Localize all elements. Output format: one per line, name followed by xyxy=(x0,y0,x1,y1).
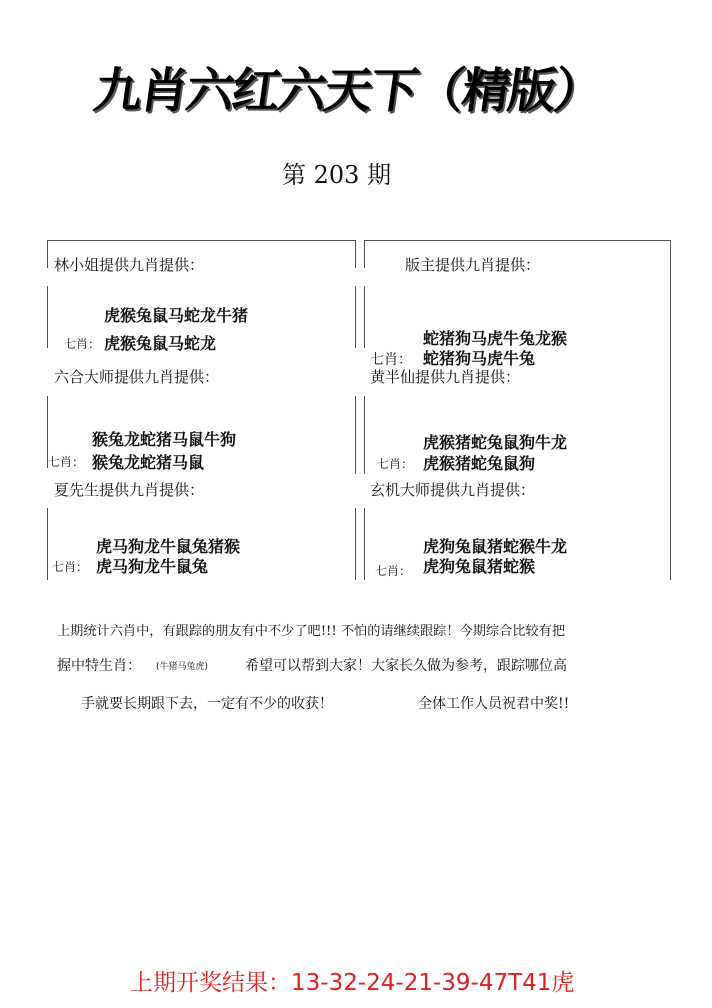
seven-label: 七肖： xyxy=(377,457,414,471)
seven-label: 七肖： xyxy=(64,337,101,351)
frame-line xyxy=(47,286,48,348)
frame-line xyxy=(355,508,356,580)
issue-number: 第 203 期 xyxy=(282,161,392,189)
nine-zodiac: 蛇猪狗马虎牛兔龙猴 xyxy=(423,329,568,348)
frame-line xyxy=(670,240,671,580)
provider-header: 六合大师提供九肖提供： xyxy=(54,368,220,386)
nine-zodiac: 虎马狗龙牛鼠兔猪猴 xyxy=(96,537,241,556)
frame-line xyxy=(355,286,356,348)
page-title: 九肖六红六天下（精版） xyxy=(90,63,605,119)
seven-label: 七肖： xyxy=(52,560,89,574)
frame-line xyxy=(47,508,48,580)
message-line-1: 上期统计六肖中，有跟踪的朋友有中不少了吧!!! 不怕的请继续跟踪！今期综合比较有把 xyxy=(57,624,566,639)
frame-line xyxy=(47,240,355,241)
seven-zodiac: 虎马狗龙牛鼠兔 xyxy=(96,557,209,576)
frame-line xyxy=(355,396,356,474)
provider-header: 黄半仙提供九肖提供： xyxy=(370,368,521,386)
frame-line xyxy=(364,286,365,348)
seven-label: 七肖： xyxy=(370,352,412,368)
last-draw-result: 上期开奖结果：13-32-24-21-39-47T41虎 xyxy=(130,970,575,996)
seven-zodiac: 虎猴兔鼠马蛇龙 xyxy=(104,334,217,353)
seven-zodiac: 虎猴猪蛇兔鼠狗 xyxy=(423,454,536,473)
special-zodiac: (牛猪马兔虎) xyxy=(156,662,209,672)
nine-zodiac: 猴兔龙蛇猪马鼠牛狗 xyxy=(92,430,237,449)
message-line-2-suffix: 希望可以帮到大家！大家长久做为参考，跟踪哪位高 xyxy=(245,658,567,674)
provider-header: 夏先生提供九肖提供： xyxy=(54,481,205,499)
seven-label: 七肖： xyxy=(48,455,85,469)
frame-line xyxy=(355,240,356,268)
nine-zodiac: 虎猴兔鼠马蛇龙牛猪 xyxy=(104,306,249,325)
nine-zodiac: 虎狗兔鼠猪蛇猴牛龙 xyxy=(423,537,568,556)
seven-label: 七肖： xyxy=(375,564,412,578)
frame-line xyxy=(364,508,365,580)
message-line-2-prefix: 握中特生肖： xyxy=(57,658,141,674)
seven-zodiac: 蛇猪狗马虎牛兔 xyxy=(423,349,536,368)
frame-line xyxy=(364,240,670,241)
nine-zodiac: 虎猴猪蛇兔鼠狗牛龙 xyxy=(423,433,568,452)
frame-line xyxy=(364,396,365,474)
provider-header: 玄机大师提供九肖提供： xyxy=(370,481,536,499)
provider-header: 林小姐提供九肖提供： xyxy=(54,256,205,274)
provider-header: 版主提供九肖提供： xyxy=(405,256,541,274)
seven-zodiac: 猴兔龙蛇猪马鼠 xyxy=(92,453,205,472)
message-line-3a: 手就要长期跟下去，一定有不少的收获！ xyxy=(81,696,333,712)
frame-line xyxy=(364,240,365,268)
message-line-3b: 全体工作人员祝君中奖!! xyxy=(418,696,570,712)
frame-line xyxy=(47,240,48,268)
seven-zodiac: 虎狗兔鼠猪蛇猴 xyxy=(423,557,536,576)
